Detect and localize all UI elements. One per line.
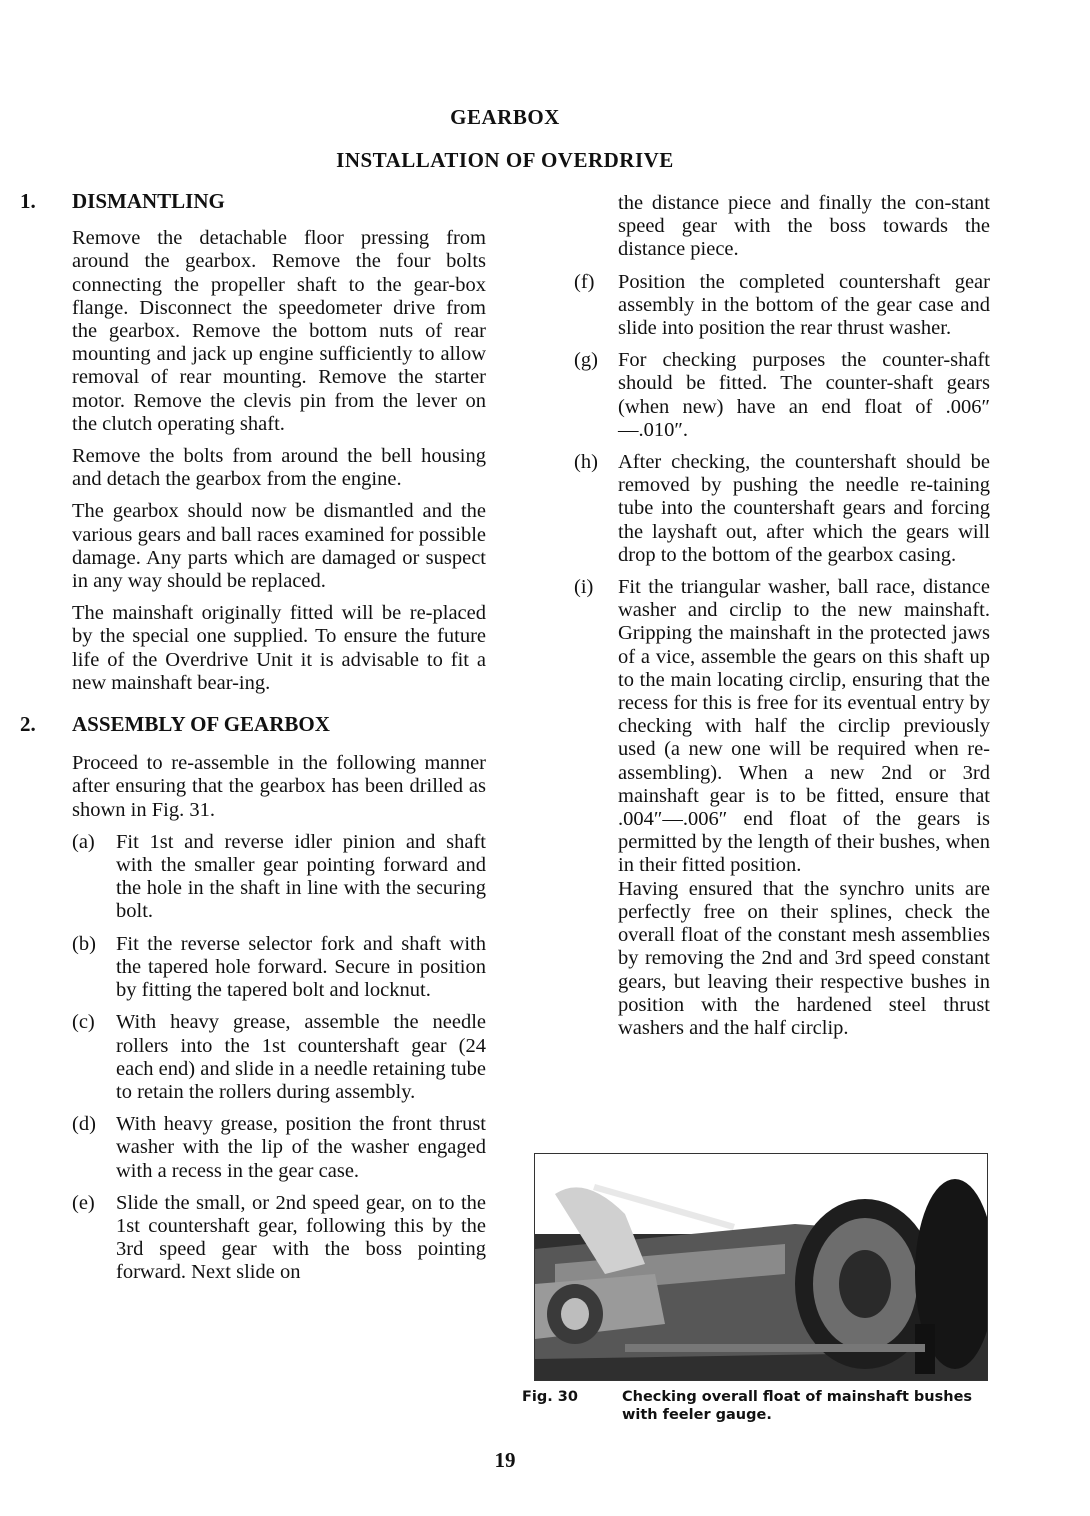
item-label: (h): [574, 451, 598, 474]
paragraph: Remove the bolts from around the bell housing and detach the gearbox from the engine.: [72, 445, 486, 491]
paragraph: The mainshaft originally fitted will be re-placed by the special one supplied. To ensure the future life of the Overdrive Unit it is advisable to fit a new mainshaft bear-ing.: [72, 602, 486, 694]
item-label: (g): [574, 349, 598, 372]
item-text: Slide the small, or 2nd speed gear, on to the 1st countershaft gear, following this by the 3rd speed gear with the boss pointing forward. Next slide on: [116, 1191, 486, 1284]
page-subheading: INSTALLATION OF OVERDRIVE: [336, 148, 674, 172]
paragraph: Proceed to re-assemble in the following manner after ensuring that the gearbox has been drilled as shown in Fig. 31.: [72, 752, 486, 821]
list-item: [72, 1011, 486, 1104]
item-text: With heavy grease, position the front thrust washer with the lip of the washer engaged with a recess in the gear case.: [116, 1113, 486, 1182]
item-label: (c): [72, 1011, 95, 1034]
gearbox-photo-illustration: [535, 1154, 987, 1380]
item-text: For checking purposes the counter-shaft should be fitted. The counter-shaft gears (when new) have an end float of .006″—.010″.: [618, 349, 990, 441]
item-text: Fit 1st and reverse idler pinion and shaft with the smaller gear pointing forward and the hole in the shaft in line with the securing bolt.: [116, 830, 486, 923]
list-item: [574, 349, 990, 442]
list-item: [574, 576, 990, 878]
item-i-continued: Having ensured that the synchro units are perfectly free on their splines, check the overall float of the constant mesh assemblies by removing the 2nd and 3rd speed constant gears, but leaving their respective bushes in position with the hardened steel thrust washers and the half circlip.: [618, 877, 990, 1039]
figure-label: Fig. 30: [522, 1389, 578, 1405]
item-label: (a): [72, 830, 95, 853]
left-column: [20, 189, 486, 1294]
item-label: (d): [72, 1113, 96, 1136]
list-item: [72, 831, 486, 924]
item-label: (e): [72, 1191, 95, 1214]
section-number: 2.: [20, 712, 36, 737]
section-dismantling-heading: [20, 189, 486, 213]
item-label: (i): [574, 576, 594, 599]
section-title: ASSEMBLY OF GEARBOX: [72, 712, 330, 737]
item-text: Fit the reverse selector fork and shaft with the tapered hole forward. Secure in position by fitting the tapered bolt and locknut.: [116, 932, 486, 1002]
list-item: [72, 1113, 486, 1183]
item-text: Position the completed countershaft gear assembly in the bottom of the gear case and slide into position the rear thrust washer.: [618, 270, 990, 340]
item-text: After checking, the countershaft should be removed by pushing the needle re-taining tube into the countershaft gears and forcing the layshaft out, after which the gears will drop to the bottom of the gearbox casing.: [618, 451, 990, 566]
page-heading: GEARBOX: [450, 105, 560, 129]
item-e-continued: the distance piece and finally the con-stant speed gear with the boss towards the distance piece.: [618, 192, 990, 261]
page-number: 19: [494, 1448, 516, 1472]
paragraph: Remove the detachable floor pressing from around the gearbox. Remove the four bolts connecting the propeller shaft to the gear-box flange. Disconnect the speedometer drive from the gearbox. Remove the bottom nuts of rear mounting and jack up engine sufficiently to allow removal of rear mounting. Remove the starter motor. Remove the clevis pin from the lever on the clutch operating shaft.: [72, 227, 486, 435]
figure-photo: [534, 1153, 988, 1381]
right-column: [574, 192, 990, 1049]
list-item: [574, 271, 990, 341]
figure-caption: [522, 1388, 990, 1424]
section-number: 1.: [20, 189, 36, 213]
figure-caption-text: Checking overall float of mainshaft bushes with feeler gauge.: [622, 1389, 973, 1423]
paragraph: The gearbox should now be dismantled and the various gears and ball races examined for possible damage. Any parts which are damaged or suspect in any way should be replaced.: [72, 500, 486, 593]
item-label: (f): [574, 270, 595, 293]
item-label: (b): [72, 932, 96, 955]
section-assembly-heading: [20, 712, 486, 737]
list-item: [72, 933, 486, 1003]
list-item: [574, 451, 990, 567]
section-title: DISMANTLING: [72, 189, 225, 213]
item-text: With heavy grease, assemble the needle rollers into the 1st countershaft gear (24 each end) and slide in a needle retaining tube to retain the rollers during assembly.: [116, 1011, 486, 1103]
item-text: Fit the triangular washer, ball race, distance washer and circlip to the new mainshaft. Gripping the mainshaft in the protected jaws of a vice, assemble the gears on this shaft up to the main locating circlip, ensuring that the recess for this is free for its eventual entry by checking with half the circlip previously used (a new one will be required when re-assembling). When a new 2nd or 3rd mainshaft gear is to be fitted, ensure that .004″—.006″ end float of the gears is permitted by the length of their bushes, when in their fitted position.: [618, 576, 990, 877]
list-item: [72, 1192, 486, 1285]
